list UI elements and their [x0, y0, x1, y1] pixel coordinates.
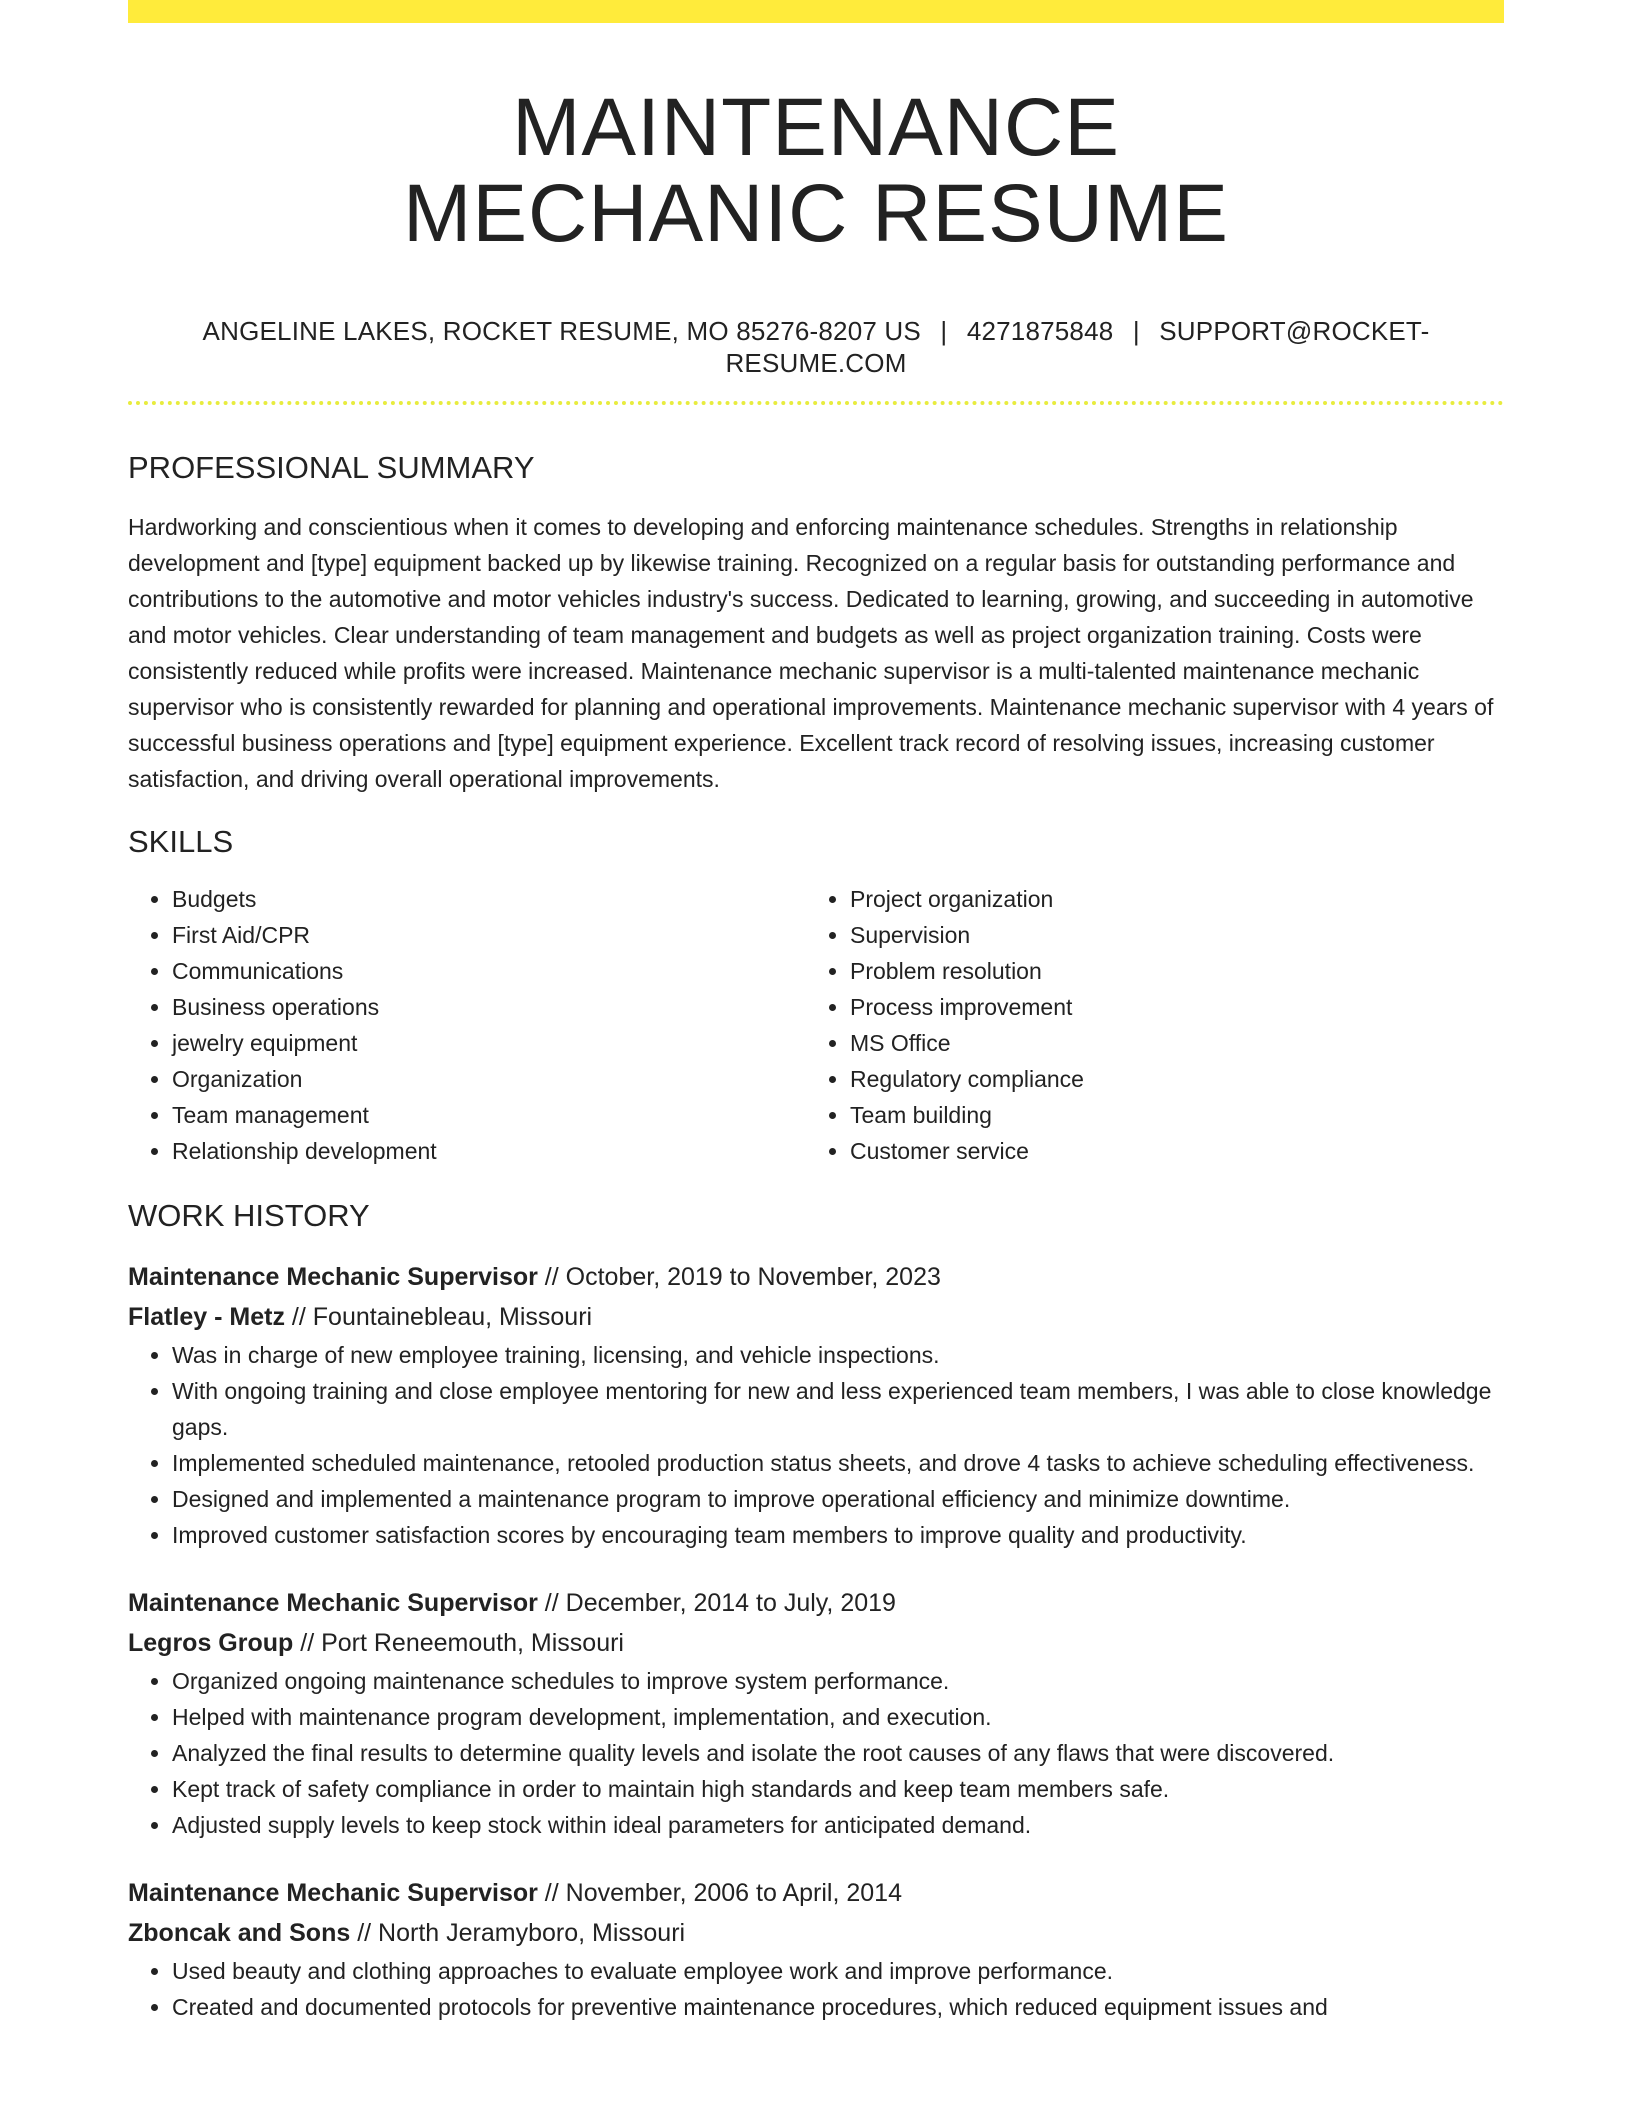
skill-item: • First Aid/CPR [172, 917, 806, 953]
accent-top-bar [128, 0, 1504, 23]
job-duty-item: • Organized ongoing maintenance schedules to improve system performance. [172, 1663, 1504, 1699]
skill-item: • Supervision [850, 917, 1484, 953]
skills-list-right [806, 881, 1484, 1169]
title-line-2: MECHANIC RESUME [403, 168, 1229, 259]
job-location: // North Jeramyboro, Missouri [350, 1919, 686, 1947]
work-history-list [128, 1257, 1504, 2025]
skill-item: • Relationship development [172, 1133, 806, 1169]
job-company-line [128, 1623, 1504, 1663]
job-title: Maintenance Mechanic Supervisor [128, 1879, 538, 1907]
job-company-line [128, 1913, 1504, 1953]
skill-item: • Customer service [850, 1133, 1484, 1169]
contact-email: SUPPORT@ROCKET-RESUME.COM [725, 316, 1430, 378]
skill-item: • Project organization [850, 881, 1484, 917]
job-duties-list [128, 1663, 1504, 1843]
skill-item: • Budgets [172, 881, 806, 917]
contact-separator: | [1132, 316, 1140, 346]
summary-heading: PROFESSIONAL SUMMARY [128, 450, 535, 485]
job-company: Zboncak and Sons [128, 1919, 351, 1947]
skill-item: • MS Office [850, 1025, 1484, 1061]
job-entry [128, 1257, 1504, 1553]
job-duty-item: • Adjusted supply levels to keep stock within ideal parameters for anticipated demand. [172, 1807, 1504, 1843]
resume-page [128, 0, 1504, 2025]
skills-heading: SKILLS [128, 824, 234, 859]
job-entry [128, 1583, 1504, 1843]
work-history-heading: WORK HISTORY [128, 1198, 370, 1233]
skill-item: • Process improvement [850, 989, 1484, 1025]
job-duty-item: • Designed and implemented a maintenance program to improve operational efficiency and minimize downtime. [172, 1481, 1504, 1517]
resume-title [128, 82, 1504, 259]
job-duty-item: • Helped with maintenance program development, implementation, and execution. [172, 1699, 1504, 1735]
skills-column-right [806, 881, 1484, 1169]
job-title: Maintenance Mechanic Supervisor [128, 1589, 538, 1617]
job-duty-item: • With ongoing training and close employee mentoring for new and less experienced team members, I was able to close knowledge gaps. [172, 1373, 1504, 1445]
skill-item: • Communications [172, 953, 806, 989]
skills-column-left [128, 881, 806, 1169]
job-duty-item: • Used beauty and clothing approaches to evaluate employee work and improve performance. [172, 1953, 1504, 1989]
job-duty-item: • Implemented scheduled maintenance, retooled production status sheets, and drove 4 tasks to achieve scheduling effectiveness. [172, 1445, 1504, 1481]
skill-item: • Problem resolution [850, 953, 1484, 989]
skill-item: • Regulatory compliance [850, 1061, 1484, 1097]
job-duty-item: • Analyzed the final results to determine quality levels and isolate the root causes of any flaws that were discovered. [172, 1735, 1504, 1771]
job-duty-item: • Created and documented protocols for preventive maintenance procedures, which reduced equipment issues and [172, 1989, 1504, 2025]
contact-address: ANGELINE LAKES, ROCKET RESUME, MO 85276-8207 US [202, 316, 921, 346]
contact-line [128, 315, 1504, 379]
job-company: Flatley - Metz [128, 1303, 285, 1331]
contact-separator: | [940, 316, 948, 346]
job-duties-list [128, 1337, 1504, 1553]
job-duty-item: • Was in charge of new employee training, licensing, and vehicle inspections. [172, 1337, 1504, 1373]
skill-item: • jewelry equipment [172, 1025, 806, 1061]
summary-text: Hardworking and conscientious when it comes to developing and enforcing maintenance schedules. Strengths in relationship development and [type] equipment backed up by likewise training. Recognized on a regular basis for outstanding performance and contributions to the automotive and motor vehicles industry's success. Dedicated to learning, growing, and succeeding in automotive and motor vehicles. Clear understanding of team management and budgets as well as project organization training. Costs were consistently reduced while profits were increased. Maintenance mechanic supervisor is a multi-talented maintenance mechanic supervisor who is consistently rewarded for planning and operational improvements. Maintenance mechanic supervisor with 4 years of successful business operations and [type] equipment experience. Excellent track record of resolving issues, increasing customer satisfaction, and driving overall operational improvements. [128, 514, 1494, 792]
job-title-line [128, 1583, 1504, 1623]
job-dates: // December, 2014 to July, 2019 [537, 1589, 896, 1617]
job-entry [128, 1873, 1504, 2025]
job-dates: // October, 2019 to November, 2023 [537, 1263, 941, 1291]
job-duties-list [128, 1953, 1504, 2025]
contact-phone: 4271875848 [966, 316, 1114, 346]
job-duty-item: • Improved customer satisfaction scores by encouraging team members to improve quality and productivity. [172, 1517, 1504, 1553]
job-company-line [128, 1297, 1504, 1337]
skill-item: • Team management [172, 1097, 806, 1133]
job-duty-item: • Kept track of safety compliance in order to maintain high standards and keep team members safe. [172, 1771, 1504, 1807]
skills-grid [128, 881, 1504, 1169]
job-company: Legros Group [128, 1629, 294, 1657]
skill-item: • Organization [172, 1061, 806, 1097]
skills-list-left [128, 881, 806, 1169]
dotted-divider [128, 401, 1504, 405]
job-title: Maintenance Mechanic Supervisor [128, 1263, 538, 1291]
job-location: // Fountainebleau, Missouri [284, 1303, 593, 1331]
skill-item: • Business operations [172, 989, 806, 1025]
title-line-1: MAINTENANCE [512, 82, 1120, 173]
job-location: // Port Reneemouth, Missouri [293, 1629, 624, 1657]
job-title-line [128, 1873, 1504, 1913]
skill-item: • Team building [850, 1097, 1484, 1133]
job-title-line [128, 1257, 1504, 1297]
job-dates: // November, 2006 to April, 2014 [537, 1879, 902, 1907]
